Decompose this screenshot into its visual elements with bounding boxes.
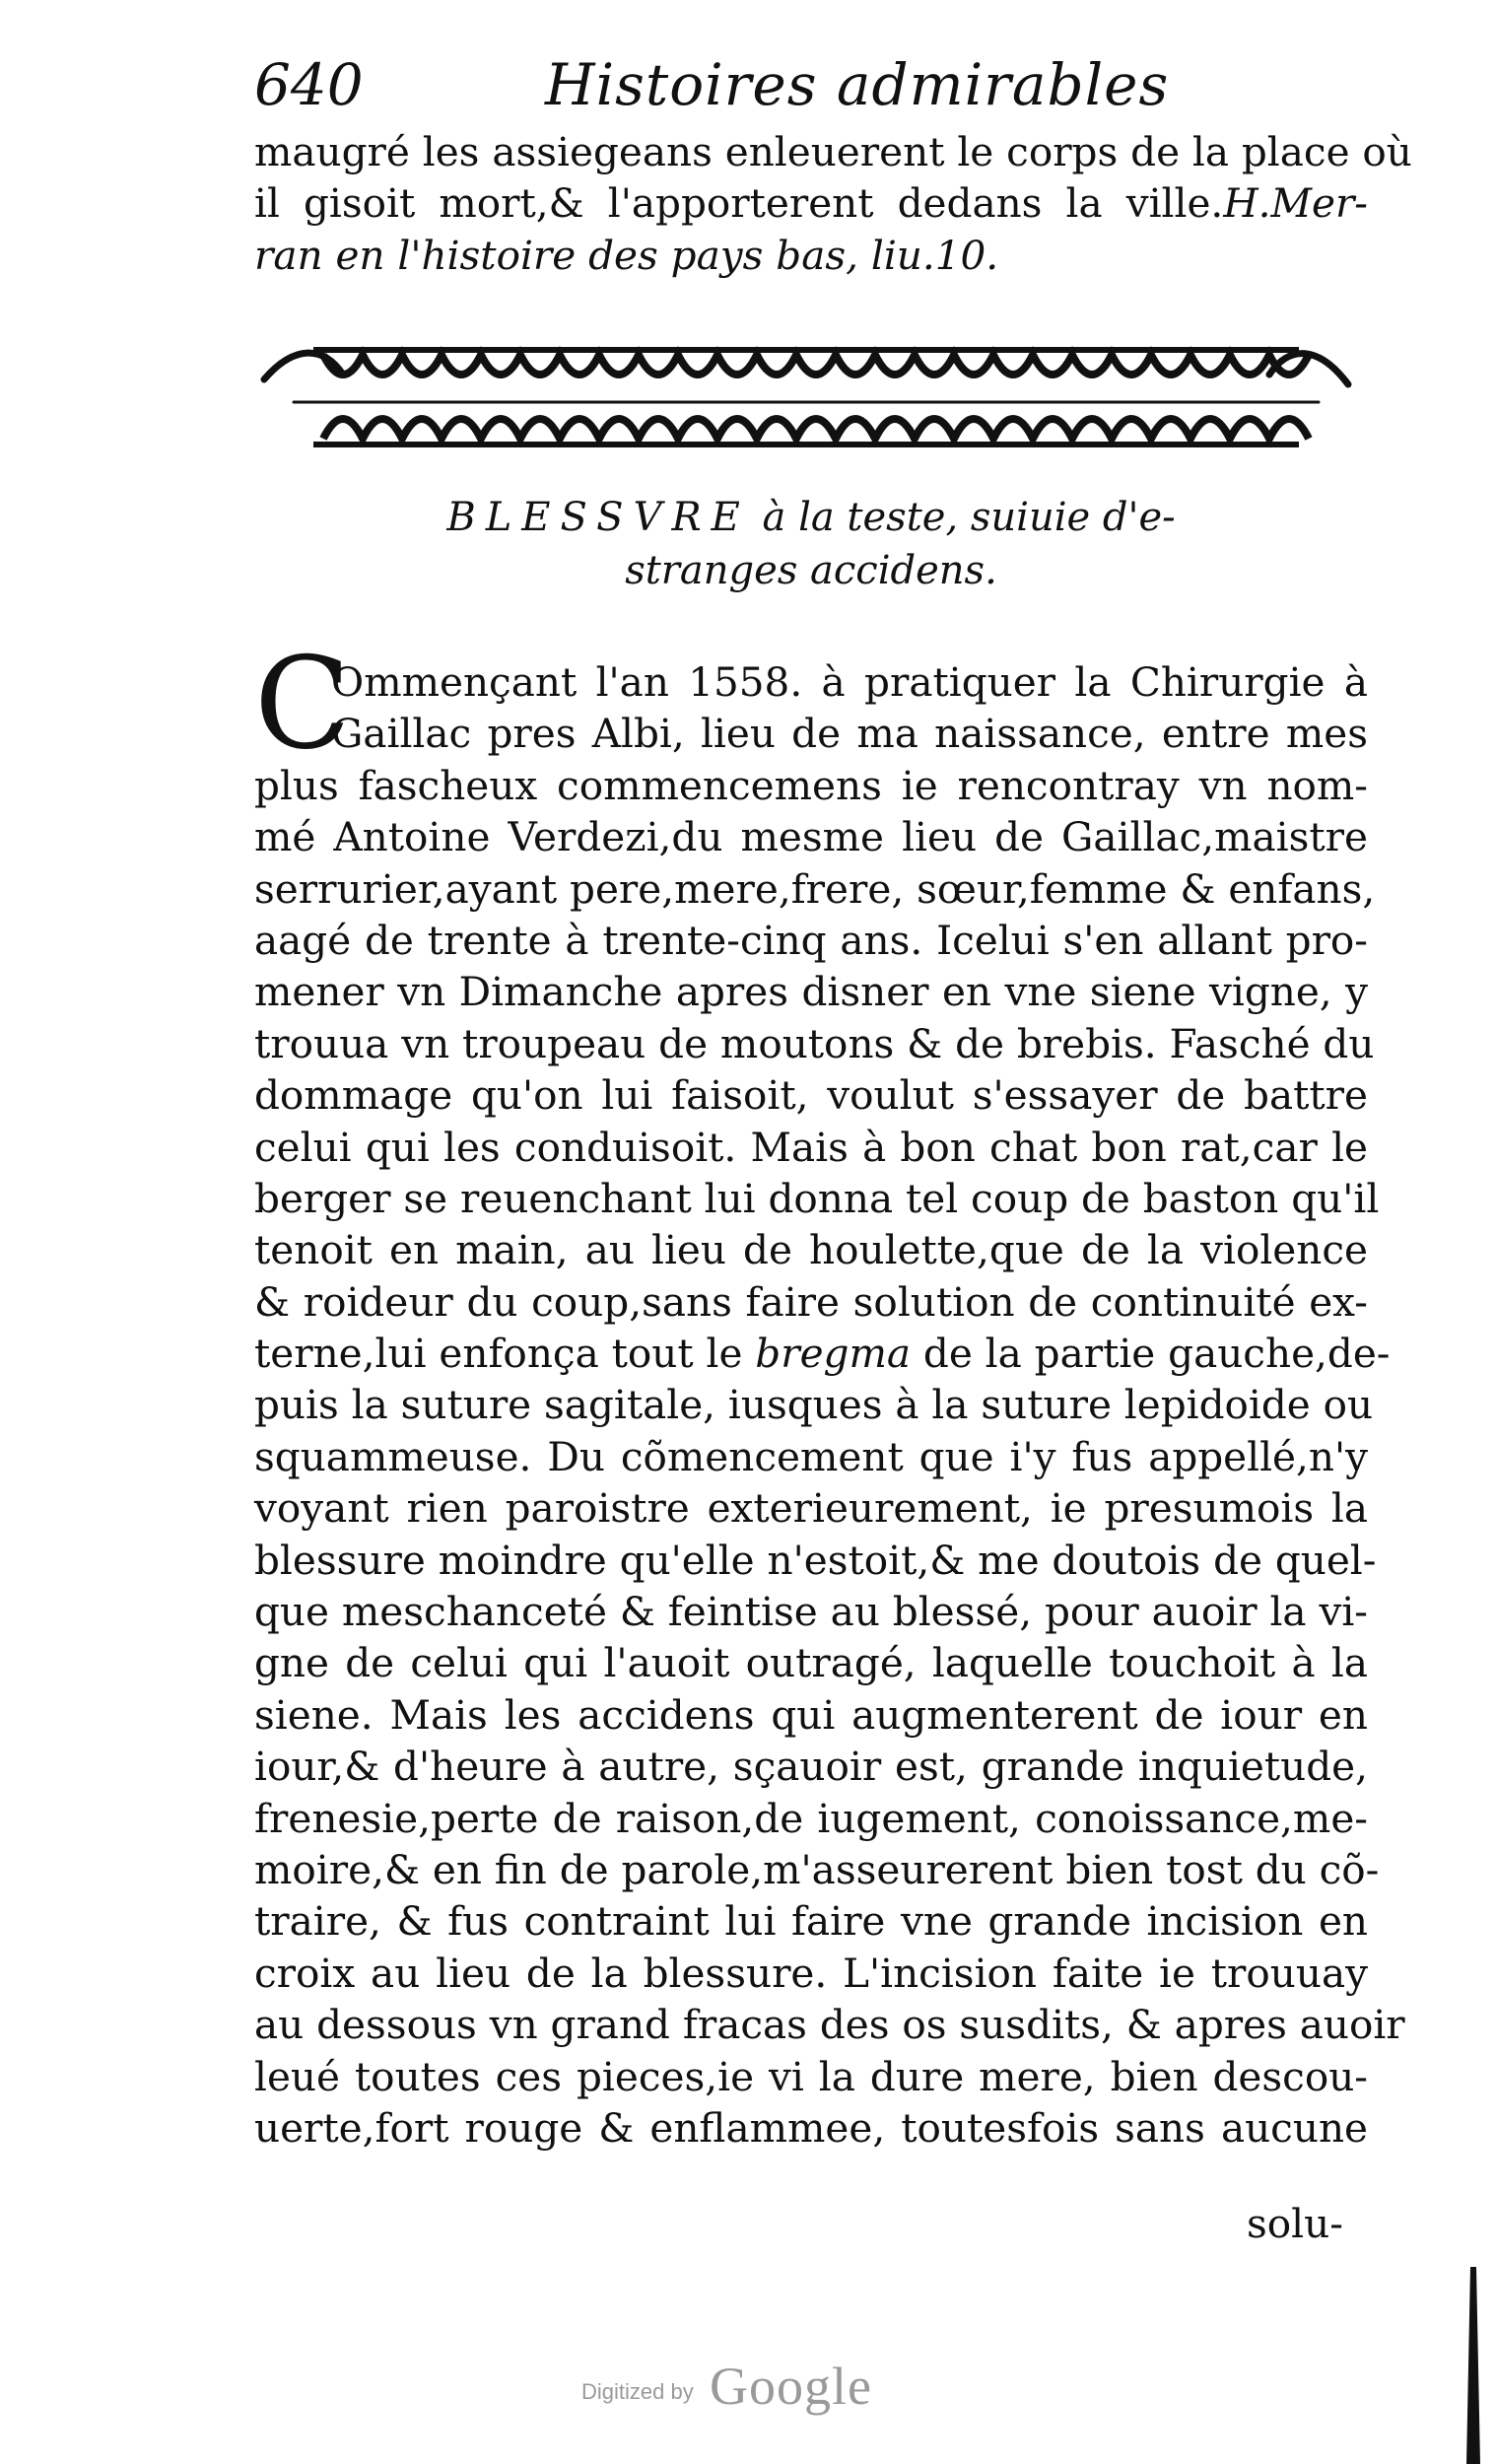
text-line: au dessous vn grand fracas des os susdits, & apres auoir [254,2001,1405,2049]
catchword: solu- [1247,2200,1343,2247]
running-title: Histoires admirables [545,51,1170,118]
text-line: croix au lieu de la blessure. L'incision faite ie trouuay [254,1949,1368,1997]
heading-line [254,491,1368,544]
text-line: siene. Mais les accidens qui augmenterent de iour en [254,1690,1368,1739]
text-segment: terne,lui enfonça tout le [254,1330,743,1378]
text-line: celui qui les conduisoit. Mais à bon chat bon rat,car le [254,1123,1368,1171]
source-reference: H.Mer- [1223,179,1368,228]
text-line: blessure moindre qu'elle n'estoit,& me doutois de quel- [254,1536,1377,1584]
text-line: Gaillac pres Albi, lieu de ma naissance, entre mes [331,710,1368,758]
google-logo: Google [710,2357,872,2416]
text-line: dommage qu'on lui faisoit, voulut s'essayer de battre [254,1071,1368,1120]
text-line: frenesie,perte de raison,de iugement, conoissance,me- [254,1794,1368,1842]
text-line: aagé de trente à trente-cinq ans. Icelui s'en allant pro- [254,916,1368,964]
watermark-prefix: Digitized by [581,2379,694,2404]
text-line: trouua vn troupeau de moutons & de brebis. Fasché du [254,1019,1375,1067]
continuation-paragraph [254,126,1412,281]
italic-term: bregma [755,1330,912,1378]
text-line: maugré les assiegeans enleuerent le corps de la place où [254,128,1412,175]
text-line: leué toutes ces pieces,ie vi la dure mere, bien descou- [254,2052,1368,2100]
text-line: uerte,fort rouge & enflammee, toutesfois sans aucune [254,2103,1368,2152]
text-line: mener vn Dimanche apres disner en vne siene vigne, y [254,968,1368,1016]
text-segment: il gisoit mort,& l'apporterent dedans la ville. [254,179,1224,228]
text-line: traire, & fus contraint lui faire vne grande incision en [254,1897,1368,1946]
text-line: que meschanceté & feintise au blessé, pour auoir la vi- [254,1588,1368,1636]
text-line: serrurier,ayant pere,mere,frere, sœur,femme & enfans, [254,864,1376,913]
text-segment: de la partie gauche,de- [922,1330,1391,1378]
text-line: berger se reuenchant lui donna tel coup de baston qu'il [254,1174,1380,1222]
text-line [254,1328,1391,1379]
drop-cap-initial: C [254,631,351,778]
text-line: voyant rien paroistre exterieurement, ie presumois la [254,1484,1368,1533]
text-line: squammeuse. Du cõmencement que i'y fus appellé,n'y [254,1432,1368,1480]
text-line: mé Antoine Verdezi,du mesme lieu de Gaillac,maistre [254,813,1368,861]
heading-caps: BLESSVRE [446,495,750,540]
text-line: Ommençant l'an 1558. à pratiquer la Chirurgie à [331,658,1368,706]
text-line: gne de celui qui l'auoit outragé, laquelle touchoit à la [254,1639,1368,1687]
page-number: 640 [254,51,364,118]
text-line: puis la suture sagitale, iusques à la suture lepidoide ou [254,1381,1374,1429]
page-edge-shadow [1461,2267,1482,2464]
page-header [254,51,1358,120]
source-reference-line: ran en l'histoire des pays bas, liu.10. [254,231,999,279]
heading-line: stranges accidens. [625,548,997,593]
text-line: & roideur du coup,sans faire solution de continuité ex- [254,1277,1368,1326]
text-line: iour,& d'heure à autre, sçauoir est, grande inquietude, [254,1743,1368,1791]
body-paragraph [254,656,1405,2154]
digitization-watermark [581,2356,917,2415]
text-line: tenoit en main, au lieu de houlette,que de la violence [254,1226,1368,1274]
heading-text: à la teste, suiuie d'e- [762,495,1176,540]
printers-ornament [254,325,1358,453]
text-line: plus fascheux commencemens ie rencontray vn nom- [254,761,1368,809]
text-line: moire,& en fin de parole,m'asseurerent bien tost du cõ- [254,1845,1380,1893]
section-heading [254,491,1368,597]
text-line [254,177,1368,229]
